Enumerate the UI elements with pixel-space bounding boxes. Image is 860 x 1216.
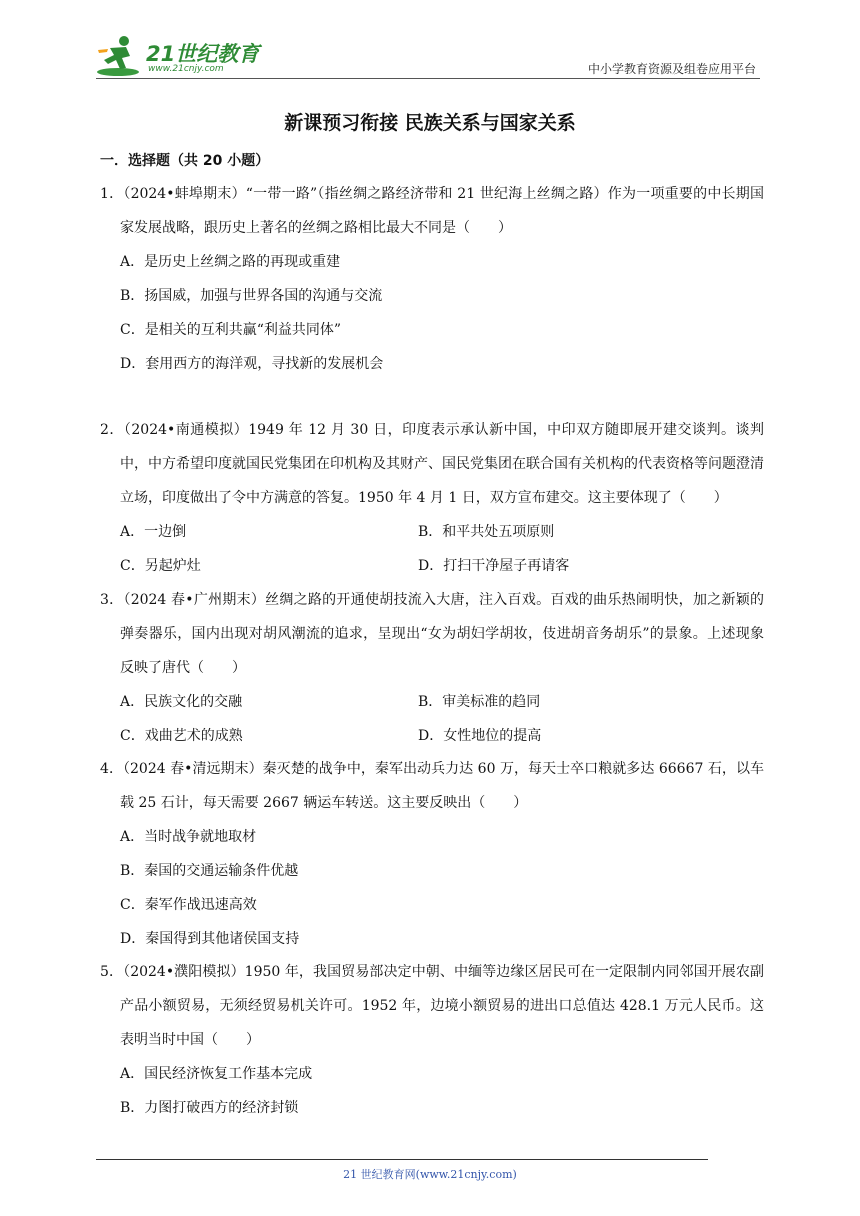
option-c[interactable]: C．戏曲艺术的成熟 <box>120 728 243 744</box>
runner-logo-icon <box>96 34 144 78</box>
option-c[interactable]: C．秦军作战迅速高效 <box>120 897 257 913</box>
option-b[interactable]: B．力图打破西方的经济封锁 <box>120 1100 299 1116</box>
option-a[interactable]: A．一边倒 <box>120 524 187 540</box>
option-d[interactable]: D．秦国得到其他诸侯国支持 <box>120 931 300 947</box>
option-row <box>100 719 764 753</box>
question-number: 5． <box>100 964 124 980</box>
option-row <box>100 685 764 719</box>
question-number: 1． <box>100 186 124 202</box>
option-b[interactable]: B．审美标准的趋同 <box>418 694 541 710</box>
header-divider <box>96 78 760 79</box>
option-b[interactable]: B．秦国的交通运输条件优越 <box>120 863 299 879</box>
option-b[interactable]: B．扬国威，加强与世界各国的沟通与交流 <box>120 288 383 304</box>
question-stem <box>100 583 764 685</box>
option-b[interactable]: B．和平共处五项原则 <box>418 524 555 540</box>
question-5 <box>100 955 764 1125</box>
page-header <box>96 32 760 78</box>
question-number: 2． <box>100 422 124 438</box>
question-number: 3． <box>100 592 124 608</box>
logo-url: www.21cnjy.com <box>148 64 224 74</box>
question-1 <box>100 177 764 381</box>
section-heading: 一．选择题（共 20 小题） <box>100 153 270 169</box>
question-text: （2024•濮阳模拟）1950 年，我国贸易部决定中朝、中缅等边缘区居民可在一定限制内同邻国开展农副产品小额贸易，无须经贸易机关许可。1952 年，边境小额贸易的进出口总值达 428.1 万元人民币。这表明当时中国（ ） <box>120 964 764 1048</box>
question-stem <box>100 955 764 1057</box>
option-d[interactable]: D．套用西方的海洋观，寻找新的发展机会 <box>120 356 384 372</box>
page-title: 新课预习衔接 民族关系与国家关系 <box>284 112 576 134</box>
question-stem <box>100 413 764 515</box>
option-c[interactable]: C．是相关的互利共赢“利益共同体” <box>120 322 342 338</box>
question-number: 4． <box>100 761 123 777</box>
question-stem <box>100 752 764 820</box>
question-text: （2024•南通模拟）1949 年 12 月 30 日，印度表示承认新中国，中印双方随即展开建交谈判。谈判中，中方希望印度就国民党集团在印机构及其财产、国民党集团在联合国有关机构的代表资格等问题澄清立场，印度做出了令中方满意的答复。1950 年 4 月 1 日，双方宣布建交。这主要体现了（ ） <box>120 422 764 506</box>
option-a[interactable]: A．国民经济恢复工作基本完成 <box>120 1066 313 1082</box>
option-c[interactable]: C．另起炉灶 <box>120 558 201 574</box>
question-3 <box>100 583 764 753</box>
option-d[interactable]: D．女性地位的提高 <box>418 728 542 744</box>
option-row <box>100 515 764 549</box>
option-d[interactable]: D．打扫干净屋子再请客 <box>418 558 570 574</box>
question-text: （2024 春•广州期末）丝绸之路的开通使胡技流入大唐，注入百戏。百戏的曲乐热闹明快，加之新颖的弹奏器乐，国内出现对胡风潮流的追求，呈现出“女为胡妇学胡妆，伎进胡音务胡乐”的景象。上述现象反映了唐代（ ） <box>120 592 764 676</box>
question-text: （2024 春•清远期末）秦灭楚的战争中，秦军出动兵力达 60 万，每天士卒口粮就多达 66667 石，以车载 25 石计，每天需要 2667 辆运车转送。这主要反映出（ ） <box>120 761 764 811</box>
option-a[interactable]: A．民族文化的交融 <box>120 694 243 710</box>
question-text: （2024•蚌埠期末）“一带一路”（指丝绸之路经济带和 21 世纪海上丝绸之路）作为一项重要的中长期国家发展战略，跟历史上著名的丝绸之路相比最大不同是（ ） <box>120 186 764 236</box>
footer-divider <box>96 1159 708 1160</box>
question-stem <box>100 177 764 245</box>
question-2 <box>100 413 764 583</box>
option-a[interactable]: A．是历史上丝绸之路的再现或重建 <box>120 254 341 270</box>
logo-text: 21世纪教育 <box>146 42 260 66</box>
logo <box>96 34 296 78</box>
header-platform-name: 中小学教育资源及组卷应用平台 <box>587 62 756 76</box>
question-4 <box>100 752 764 956</box>
option-row <box>100 549 764 583</box>
page-footer[interactable]: 21 世纪教育网(www.21cnjy.com) <box>343 1168 517 1181</box>
option-a[interactable]: A．当时战争就地取材 <box>120 829 257 845</box>
